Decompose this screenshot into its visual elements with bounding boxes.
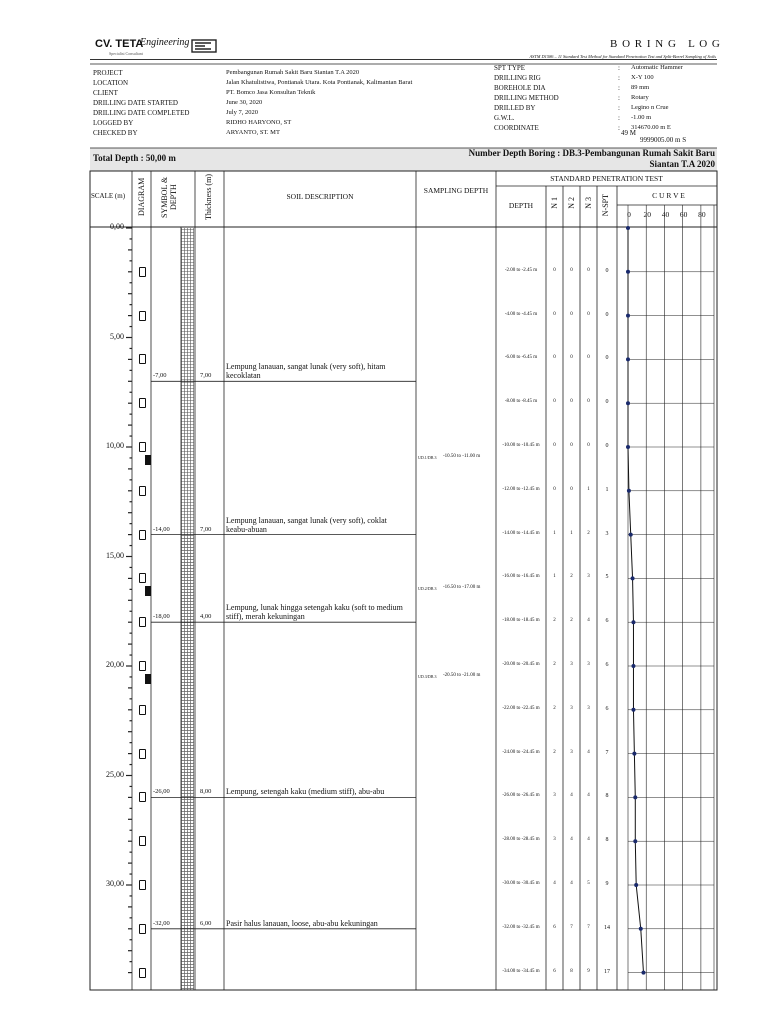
col-diagram: DIAGRAM	[137, 177, 146, 217]
spt-marker-icon	[139, 398, 146, 408]
spt-marker-icon	[139, 354, 146, 364]
curve-tick-label: 40	[661, 210, 670, 219]
spt-depth: -22.00 to -22.45 m	[502, 705, 540, 711]
spt-nspt: 0	[605, 311, 609, 318]
nspt-curve-point	[632, 752, 636, 756]
layer-depth: -32,00	[153, 919, 170, 927]
spt-depth: -20.00 to -20.45 m	[502, 662, 540, 667]
col-n2: N 2	[567, 197, 576, 209]
project-info-label: PROJECT	[93, 69, 123, 77]
spt-n3: 4	[587, 793, 590, 799]
sample-code: UD.1/DB.3	[418, 454, 437, 460]
nspt-curve-point	[626, 357, 630, 361]
spt-n2: 3	[570, 705, 573, 711]
spt-n1: 0	[553, 486, 556, 492]
spt-marker-icon	[139, 442, 146, 452]
scale-label: 20,00	[106, 660, 124, 669]
col-n3: N 3	[584, 197, 593, 209]
nspt-curve-point	[634, 883, 638, 887]
spt-n3: 4	[587, 837, 590, 843]
spt-marker-icon	[139, 792, 146, 802]
spt-depth: -26.00 to -26.45 m	[502, 793, 540, 799]
spt-marker-icon	[139, 749, 146, 759]
project-info-label: LOCATION	[93, 79, 128, 87]
layer-description: Lempung, lunak hingga setengah kaku (soft to medium stiff), merah kekuningan	[226, 603, 403, 622]
spt-depth: -30.00 to -30.45 m	[502, 881, 540, 886]
spt-n3: 0	[587, 311, 590, 317]
nspt-curve-point	[627, 489, 631, 493]
sample-block-icon	[145, 455, 151, 465]
spt-n3: 3	[587, 705, 590, 711]
spt-n1: 0	[553, 311, 556, 317]
spt-n2: 4	[570, 837, 573, 843]
spt-n2: 0	[570, 267, 573, 273]
spt-marker-icon	[139, 573, 146, 583]
equipment-info-label: BOREHOLE DIA	[494, 84, 546, 92]
layer-thickness: 6,00	[200, 919, 212, 927]
spt-nspt: 14	[604, 924, 610, 931]
spt-n3: 9	[587, 968, 590, 974]
spt-n1: 2	[553, 705, 556, 711]
company-name: CV. TETA	[95, 38, 144, 50]
spt-nspt: 7	[605, 749, 609, 756]
spt-depth: -6.00 to -6.45 m	[504, 355, 538, 361]
spt-depth: -4.00 to -4.45 m	[504, 311, 538, 317]
equipment-info-label: DRILLING RIG	[494, 74, 541, 82]
spt-n3: 2	[587, 530, 590, 536]
project-info-label: DRILLING DATE COMPLETED	[93, 109, 190, 117]
spt-nspt: 8	[605, 837, 609, 844]
spt-n3: 7	[587, 924, 590, 930]
spt-n2: 2	[570, 618, 573, 624]
project-info-value: July 7, 2020	[226, 109, 258, 116]
layer-description: Lempung, setengah kaku (medium stiff), abu-abu	[226, 787, 385, 797]
spt-nspt: 0	[605, 399, 609, 406]
spt-n1: 0	[553, 267, 556, 273]
nspt-curve-line	[628, 228, 643, 973]
spt-marker-icon	[139, 836, 146, 846]
spt-marker-icon	[139, 924, 146, 934]
spt-nspt: 6	[605, 662, 609, 668]
equipment-info-label: COORDINATE	[494, 124, 539, 132]
col-scale: SCALE (m)	[91, 192, 126, 200]
spt-nspt: 8	[605, 793, 609, 800]
layer-description: Pasir halus lanauan, loose, abu-abu kekuningan	[226, 918, 378, 928]
spt-n2: 3	[570, 662, 573, 667]
spt-n1: 3	[553, 793, 556, 799]
total-depth: Total Depth : 50,00 m	[93, 153, 176, 163]
spt-nspt: 6	[605, 618, 609, 625]
spt-depth: -28.00 to -28.45 m	[502, 837, 540, 843]
spt-n2: 0	[570, 355, 573, 361]
spt-marker-icon	[139, 661, 146, 671]
spt-marker-icon	[139, 311, 146, 321]
equipment-info-label: SPT TYPE	[494, 64, 526, 72]
sample-range: -10.50 to -11.00 m	[443, 453, 481, 459]
nspt-curve-point	[633, 839, 637, 843]
company-sub: Specialist Consultant	[109, 51, 143, 56]
spt-n2: 0	[570, 486, 573, 492]
standard-reference: ASTM D1586 – 11 Standard Test Method for Standard Penetration Test and Split-Barrel Sampling of Soils	[529, 54, 716, 59]
spt-n3: 0	[587, 355, 590, 361]
spt-marker-icon	[139, 617, 146, 627]
sample-range: -20.50 to -21.00 m	[443, 672, 481, 678]
equipment-info-value: -1.00 m	[631, 114, 652, 121]
nspt-curve-point	[631, 620, 635, 624]
spt-nspt: 5	[605, 574, 609, 581]
col-spt: STANDARD PENETRATION TEST	[550, 174, 663, 183]
project-info-value: PT. Bomco Jasa Konsultan Teknik	[226, 89, 316, 96]
document-title: B O R I N G L O G	[610, 38, 721, 50]
sample-code: UD.2/DB.3	[418, 586, 437, 592]
layer-depth: -26,00	[153, 788, 170, 796]
nspt-curve-point	[629, 533, 633, 537]
layer-thickness: 7,00	[200, 372, 212, 380]
scale-label: 15,00	[106, 550, 124, 560]
equipment-info-value: 314670.00 m E	[631, 124, 671, 131]
project-info-label: CLIENT	[93, 89, 118, 97]
equipment-info-label: DRILLED BY	[494, 104, 536, 112]
nspt-curve-point	[641, 971, 645, 975]
spt-n3: 0	[587, 267, 590, 273]
company-script: Engineering	[140, 37, 190, 48]
equipment-info-value: 89 mm	[631, 84, 650, 91]
spt-n3: 3	[587, 662, 590, 667]
equipment-info-value: Rotary	[631, 94, 649, 101]
spt-n1: 0	[553, 399, 556, 405]
spt-marker-icon	[139, 530, 146, 540]
nspt-curve-point	[631, 708, 635, 712]
coordinate-zone: 49 M	[621, 129, 636, 137]
spt-nspt: 0	[605, 267, 609, 274]
spt-n1: 1	[553, 530, 556, 536]
layer-description: Lempung lanauan, sangat lunak (very soft), coklat keabu-abuan	[226, 515, 387, 534]
scale-label: 10,00	[106, 441, 124, 450]
spt-depth: -16.00 to -16.45 m	[502, 574, 540, 580]
spt-marker-icon	[139, 880, 146, 890]
spt-n3: 4	[587, 749, 590, 755]
spt-n3: 0	[587, 399, 590, 405]
project-info-label: DRILLING DATE STARTED	[93, 99, 178, 107]
project-info-value: June 30, 2020	[226, 99, 263, 106]
spt-n1: 0	[553, 443, 556, 448]
spt-n2: 8	[570, 968, 573, 974]
spt-nspt: 0	[605, 443, 609, 449]
spt-depth: -24.00 to -24.45 m	[502, 749, 540, 755]
layer-depth: -7,00	[153, 372, 167, 380]
spt-n1: 2	[553, 618, 556, 624]
sample-block-icon	[145, 586, 151, 596]
sample-code: UD.3/DB.3	[418, 673, 437, 679]
coordinate-north: 9999005.00 m S	[640, 136, 687, 144]
equipment-info-sep: :	[618, 124, 620, 132]
sample-range: -16.50 to -17.00 m	[443, 585, 481, 591]
layer-thickness: 8,00	[200, 788, 212, 796]
spt-n3: 3	[587, 574, 590, 580]
equipment-info-value: Automatic Hammer	[631, 64, 683, 71]
scale-label: 30,00	[106, 879, 124, 888]
project-info-label: CHECKED BY	[93, 129, 138, 137]
spt-n2: 0	[570, 399, 573, 405]
soil-symbol-hatch-lower	[181, 535, 194, 990]
spt-depth: -12.00 to -12.45 m	[502, 486, 540, 492]
spt-n2: 7	[570, 924, 573, 930]
boring-title-line1: Number Depth Boring : DB.3-Pembangunan Rumah Sakit Baru	[468, 148, 715, 158]
spt-n3: 4	[587, 618, 590, 624]
col-n1: N 1	[550, 197, 559, 209]
spt-depth: -14.00 to -14.45 m	[502, 530, 540, 536]
nspt-curve-point	[626, 226, 630, 230]
spt-depth: -10.00 to -10.45 m	[502, 443, 540, 448]
equipment-info-sep: :	[618, 84, 620, 92]
layer-depth: -18,00	[153, 613, 170, 621]
col-depth: DEPTH	[508, 201, 534, 210]
spt-n1: 6	[553, 968, 556, 974]
nspt-curve-point	[626, 314, 630, 318]
nspt-curve-point	[626, 270, 630, 274]
spt-n2: 4	[570, 881, 573, 886]
spt-depth: -32.00 to -32.45 m	[502, 924, 540, 930]
spt-n1: 3	[553, 837, 556, 843]
nspt-curve-point	[639, 927, 643, 931]
spt-n3: 1	[587, 486, 590, 492]
spt-nspt: 17	[604, 968, 610, 975]
boring-title-line2: Siantan T.A 2020	[649, 159, 715, 169]
equipment-info-value: Legino n Crue	[631, 104, 669, 111]
project-info-label: LOGGED BY	[93, 119, 134, 127]
equipment-info-sep: :	[618, 114, 620, 122]
spt-n2: 3	[570, 749, 573, 755]
layer-depth: -14,00	[153, 525, 170, 533]
col-curve: C U R V E	[652, 191, 685, 200]
spt-marker-icon	[139, 968, 146, 978]
spt-depth: -2.00 to -2.45 m	[504, 267, 538, 273]
curve-tick-label: 80	[698, 210, 706, 219]
spt-n1: 6	[553, 924, 556, 930]
spt-nspt: 9	[605, 881, 609, 887]
spt-depth: -18.00 to -18.45 m	[502, 618, 540, 624]
spt-nspt: 3	[605, 530, 609, 537]
project-info-value: RIDHO HARYONO, ST	[226, 119, 292, 126]
spt-n3: 5	[587, 881, 590, 886]
spt-marker-icon	[139, 267, 146, 277]
project-info-value: Jalan Khatulistiwa, Pontianak Utara. Kota Pontianak, Kalimantan Barat	[226, 79, 413, 86]
scale-label: 25,00	[106, 769, 124, 779]
spt-n1: 0	[553, 355, 556, 361]
layer-description: Lempung lanauan, sangat lunak (very soft), hitam kecoklatan	[226, 362, 386, 381]
nspt-curve-point	[626, 445, 630, 449]
equipment-info-label: G.W.L.	[494, 114, 515, 122]
spt-n1: 2	[553, 662, 556, 667]
spt-n2: 0	[570, 311, 573, 317]
nspt-curve-point	[631, 664, 635, 668]
col-symbol: SYMBOL & DEPTH	[160, 176, 178, 218]
curve-tick-label: 20	[643, 210, 651, 219]
col-sampling: SAMPLING DEPTH	[423, 186, 489, 195]
nspt-curve-point	[633, 795, 637, 799]
spt-n3: 0	[587, 443, 590, 448]
layer-thickness: 7,00	[200, 525, 212, 533]
spt-nspt: 1	[605, 486, 609, 493]
col-thickness: Thickness (m)	[204, 174, 213, 220]
spt-n2: 4	[570, 793, 573, 799]
spt-n1: 1	[553, 574, 556, 580]
spt-n1: 2	[553, 749, 556, 755]
scale-label: 0,00	[110, 222, 124, 231]
curve-tick-label: 0	[627, 210, 631, 219]
spt-n2: 2	[570, 574, 573, 580]
spt-n2: 0	[570, 443, 573, 448]
layer-thickness: 4,00	[200, 613, 212, 621]
project-info-value: ARYANTO, ST. MT	[226, 129, 280, 136]
col-nspt: N-SPT	[601, 194, 610, 217]
spt-marker-icon	[139, 705, 146, 715]
spt-depth: -8.00 to -8.45 m	[504, 399, 538, 405]
col-soil: SOIL DESCRIPTION	[286, 192, 354, 201]
spt-n1: 4	[553, 881, 556, 886]
sample-block-icon	[145, 674, 151, 684]
spt-nspt: 6	[605, 705, 609, 712]
spt-nspt: 0	[605, 355, 609, 362]
nspt-curve-point	[631, 576, 635, 580]
equipment-info-sep: :	[618, 104, 620, 112]
spt-n2: 1	[570, 530, 573, 536]
equipment-info-sep: :	[618, 74, 620, 82]
spt-marker-icon	[139, 486, 146, 496]
nspt-curve-point	[626, 401, 630, 405]
spt-depth: -34.00 to -34.45 m	[502, 968, 540, 974]
project-info-value: Pembangunan Rumah Sakit Baru Siantan T.A 2020	[226, 69, 360, 76]
curve-tick-label: 60	[679, 210, 688, 219]
equipment-info-sep: :	[618, 64, 620, 72]
equipment-info-label: DRILLING METHOD	[494, 94, 559, 102]
equipment-info-value: X-Y 100	[631, 74, 654, 81]
scale-label: 5,00	[110, 331, 124, 341]
equipment-info-sep: :	[618, 94, 620, 102]
